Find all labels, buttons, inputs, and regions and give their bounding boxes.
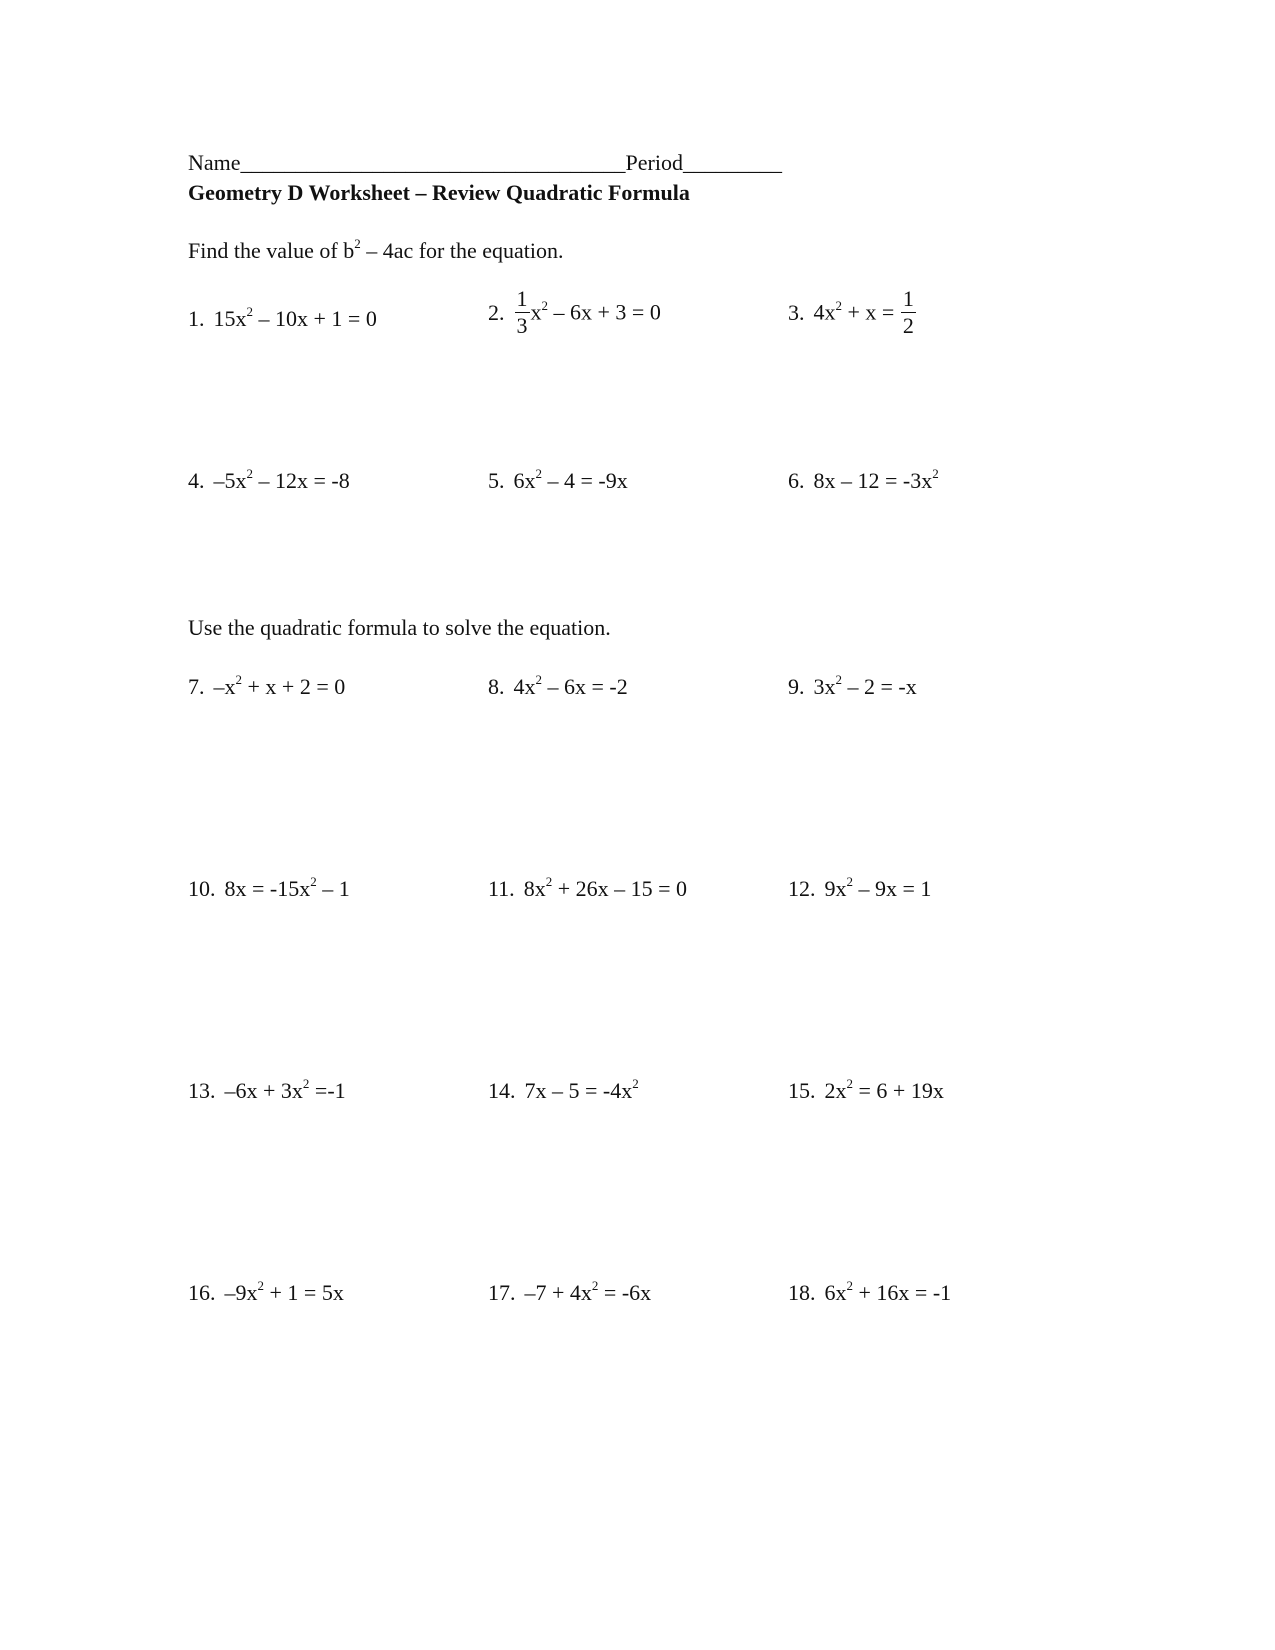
worksheet-title: Geometry D Worksheet – Review Quadratic Formula <box>188 180 690 205</box>
equation-part: 9x <box>824 876 847 901</box>
problem-row <box>0 466 1275 530</box>
problem-number: 16. <box>188 1280 216 1305</box>
section1-instruction <box>188 236 564 263</box>
exponent: 2 <box>835 297 842 313</box>
exponent: 2 <box>846 874 853 889</box>
problem-12 <box>788 874 932 901</box>
instruction-text: Find the value of b <box>188 238 355 263</box>
problem-5 <box>488 466 628 493</box>
equation-part: – 9x = 1 <box>853 876 932 901</box>
equation-part: = -6x <box>598 1280 652 1305</box>
equation-part: 7x – 5 = -4x <box>524 1078 633 1103</box>
exponent: 2 <box>246 304 253 319</box>
section2-instruction: Use the quadratic formula to solve the equation. <box>188 615 611 640</box>
equation-part: + x = <box>842 299 900 325</box>
problem-1 <box>188 304 377 331</box>
problem-number: 11. <box>488 876 515 901</box>
equation-part: – 6x + 3 = 0 <box>548 299 661 325</box>
problem-number: 13. <box>188 1078 216 1103</box>
exponent: 2 <box>545 874 553 889</box>
problem-16 <box>188 1278 344 1305</box>
exponent: 2 <box>302 1076 310 1091</box>
equation-part: – 4 = -9x <box>542 468 628 493</box>
exponent: 2 <box>932 466 939 481</box>
problem-13 <box>188 1076 346 1103</box>
equation-part: –7 + 4x <box>524 1280 592 1305</box>
period-label: Period <box>625 150 683 175</box>
instruction-text: – 4ac for the equation. <box>360 238 564 263</box>
name-label: Name <box>188 150 241 175</box>
problem-number: 7. <box>188 674 205 699</box>
problem-number: 12. <box>788 876 816 901</box>
problem-18 <box>788 1278 952 1305</box>
problem-8 <box>488 672 628 699</box>
problem-number: 18. <box>788 1280 816 1305</box>
equation-part: –9x <box>224 1280 258 1305</box>
problem-9 <box>788 672 917 699</box>
exponent: 2 <box>632 1076 639 1091</box>
equation-part: –x <box>213 674 236 699</box>
fraction <box>515 288 530 337</box>
problem-row <box>0 1076 1275 1140</box>
problem-4 <box>188 466 350 493</box>
problem-7 <box>188 672 346 699</box>
problem-number: 8. <box>488 674 505 699</box>
equation-part: 6x <box>513 468 536 493</box>
problem-3 <box>788 286 917 339</box>
problem-number: 3. <box>788 299 805 325</box>
problem-number: 10. <box>188 876 216 901</box>
fraction-denominator: 3 <box>516 313 528 338</box>
problem-15 <box>788 1076 944 1103</box>
problem-number: 17. <box>488 1280 516 1305</box>
equation-part: – 2 = -x <box>842 674 917 699</box>
problem-number: 9. <box>788 674 805 699</box>
problem-row <box>0 1278 1275 1342</box>
problem-number: 1. <box>188 306 205 331</box>
exponent: 2 <box>257 1278 264 1293</box>
problem-number: 5. <box>488 468 505 493</box>
equation-part: – 12x = -8 <box>253 468 350 493</box>
equation-part: – 1 <box>316 876 350 901</box>
name-blank[interactable]: ___________________________________ <box>240 150 626 175</box>
equation-part: + 1 = 5x <box>264 1280 344 1305</box>
problem-2 <box>488 286 661 339</box>
problem-11 <box>488 874 688 901</box>
equation-part: 4x <box>513 674 536 699</box>
problem-row <box>0 672 1275 736</box>
equation-part: – 6x = -2 <box>542 674 628 699</box>
exponent: 2 <box>591 1278 599 1293</box>
equation-part: 4x <box>813 299 836 325</box>
fraction <box>901 288 916 337</box>
equation-part: 8x <box>523 876 546 901</box>
problem-row <box>0 286 1275 368</box>
exponent: 2 <box>535 466 542 481</box>
equation-part: 3x <box>813 674 836 699</box>
equation-part: 6x <box>824 1280 847 1305</box>
problem-row <box>0 874 1275 938</box>
problem-number: 14. <box>488 1078 516 1103</box>
exponent: 2 <box>535 672 542 687</box>
exponent: 2 <box>846 1076 853 1091</box>
equation-part: = 6 + 19x <box>853 1078 944 1103</box>
equation-part: x <box>530 299 542 325</box>
fraction-denominator: 2 <box>902 313 914 338</box>
fraction-numerator: 1 <box>902 286 914 311</box>
equation-part: =-1 <box>309 1078 346 1103</box>
equation-part: 8x – 12 = -3x <box>813 468 933 493</box>
problem-number: 6. <box>788 468 805 493</box>
problem-17 <box>488 1278 652 1305</box>
period-blank[interactable]: _________ <box>682 150 782 175</box>
name-period-line <box>188 152 782 174</box>
exponent: 2 <box>246 466 253 481</box>
problem-number: 4. <box>188 468 205 493</box>
equation-part: – 10x + 1 = 0 <box>253 306 377 331</box>
equation-part: + x + 2 = 0 <box>242 674 346 699</box>
fraction-numerator: 1 <box>516 286 528 311</box>
problem-10 <box>188 874 350 901</box>
equation-part: + 16x = -1 <box>853 1280 952 1305</box>
equation-part: 15x <box>213 306 247 331</box>
equation-part: –5x <box>213 468 247 493</box>
exponent: 2 <box>235 672 242 687</box>
exponent: 2 <box>310 874 317 889</box>
problem-6 <box>788 466 939 493</box>
equation-part: –6x + 3x <box>224 1078 303 1103</box>
equation-part: 2x <box>824 1078 847 1103</box>
problem-number: 2. <box>488 299 505 325</box>
exponent: 2 <box>541 297 548 313</box>
problem-number: 15. <box>788 1078 816 1103</box>
exponent: 2 <box>846 1278 853 1293</box>
equation-part: + 26x – 15 = 0 <box>552 876 688 901</box>
exponent: 2 <box>835 672 842 687</box>
equation-part: 8x = -15x <box>224 876 311 901</box>
exponent: 2 <box>354 236 361 251</box>
problem-14 <box>488 1076 639 1103</box>
